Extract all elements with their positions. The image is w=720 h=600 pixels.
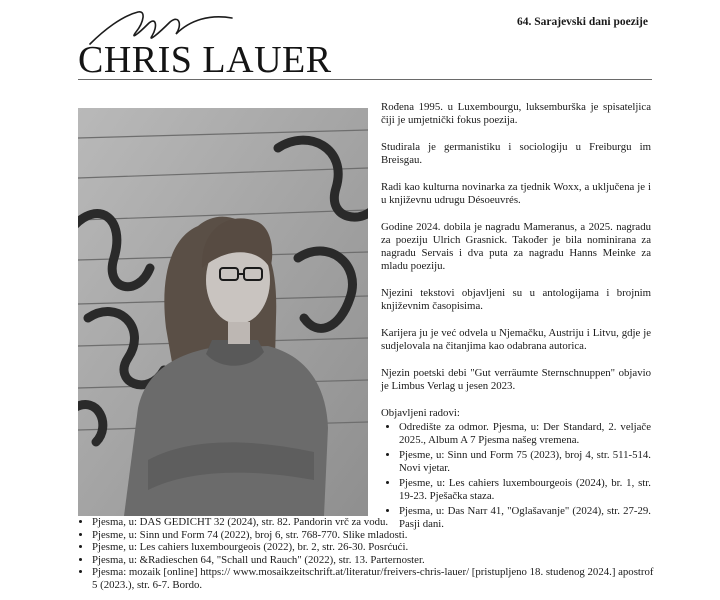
list-item: • Pjesme, u: Les cahiers luxembourgeois (2022), br. 2, str. 26-30. Posrćući. (92, 541, 658, 554)
list-item: • Pjesma: mozaik [online] https:// www.mosaikzeitschrift.at/literatur/freivers-chris-lauer/ [pristupljeno 18. studenog 2024.] apostrof 5 (2023.), str. 6-7. Bordo. (92, 566, 658, 591)
bio-paragraph: Njezin poetski debi "Gut verräumte Sternschnuppen" objavio je Limbus Verlag u jesen 2023. (381, 367, 651, 392)
bio-paragraph: Karijera ju je već odvela u Njemačku, Austriju i Litvu, gdje je sudjelovala na čitanjima kao odabrana autorica. (381, 327, 651, 352)
header-divider (78, 79, 652, 80)
list-item: • Odredište za odmor. Pjesma, u: Der Standard, 2. veljače 2025., Album A 7 Pjesma našeg vremena. (399, 421, 651, 447)
bio-paragraph: Radi kao kulturna novinarka za tjednik Woxx, a uključena je i u književnu udrugu Désoeuvrés. (381, 181, 651, 206)
list-item: • Pjesme, u: Sinn und Form 74 (2022), broj 6, str. 768-770. Slike mladosti. (92, 529, 658, 542)
bio-paragraph: Studirala je germanistiku i sociologiju u Freiburgu im Breisgau. (381, 141, 651, 166)
event-title: 64. Sarajevski dani poezije (517, 16, 648, 28)
publications-list (381, 421, 651, 531)
bio-paragraph: Godine 2024. dobila je nagradu Mameranus, a 2025. nagradu za poeziju Ulrich Grasnick. Također je bila nominirana za nagradu Servais i dva puta za nagradu Hanns Meinke za mladu poeziju. (381, 221, 651, 272)
list-item: • Pjesma, u: &Radieschen 64, "Schall und Rauch" (2022), str. 13. Parternoster. (92, 554, 658, 567)
portrait-photo-icon (78, 108, 368, 516)
more-publications (78, 516, 658, 592)
biography (381, 101, 651, 533)
author-name: CHRIS LAUER (78, 39, 332, 81)
bio-paragraph: Rođena 1995. u Luxembourgu, luksemburška je spisateljica čiji je umjetnički fokus poezija. (381, 101, 651, 126)
list-item: • Pjesme, u: Sinn und Form 75 (2023), broj 4, str. 511-514. Novi vjetar. (399, 449, 651, 475)
author-photo (78, 108, 368, 516)
more-publications-list (78, 516, 658, 592)
list-item: • Pjesma, u: DAS GEDICHT 32 (2024), str. 82. Pandorin vrč za vodu. (92, 516, 658, 529)
publications-heading: Objavljeni radovi: (381, 407, 460, 419)
bio-paragraph: Njezini tekstovi objavljeni su u antologijama i brojnim književnim časopisima. (381, 287, 651, 312)
list-item: • Pjesma, u: Das Narr 41, "Oglašavanje" (2024), str. 27-29. Pasji dani. (399, 505, 651, 531)
list-item: • Pjesme, u: Les cahiers luxembourgeois (2024), br. 1, str. 19-23. Pješačka staza. (399, 477, 651, 503)
